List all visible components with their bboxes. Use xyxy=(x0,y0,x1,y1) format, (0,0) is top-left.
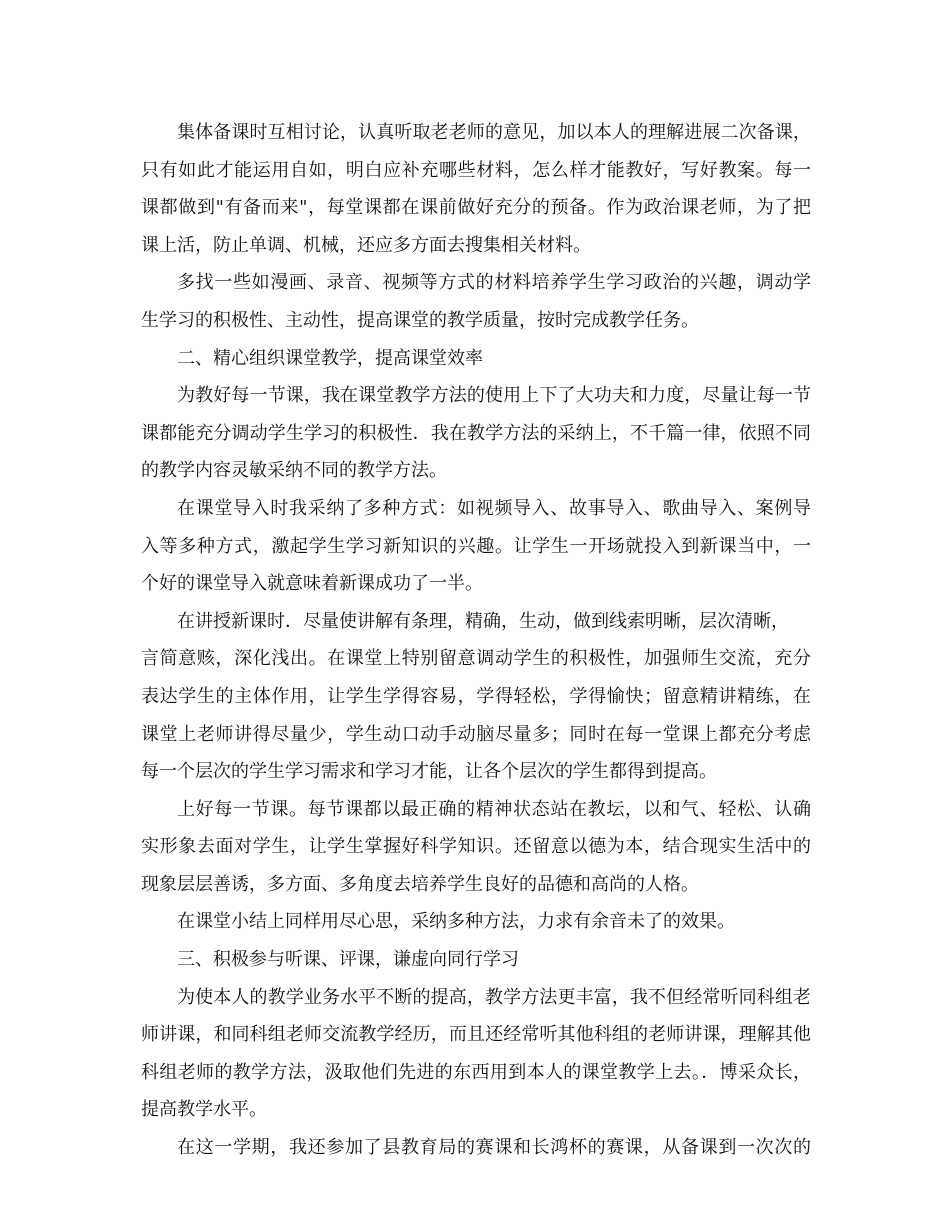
text-line: 个好的课堂导入就意味着新课成功了一半。 xyxy=(141,573,483,595)
text-line: 实形象去面对学生，让学生掌握好科学知识。还留意以德为本，结合现实生活中的 xyxy=(141,836,811,858)
text-line: 集体备课时互相讨论，认真听取老老师的意见，加以本人的理解进展二次备课， xyxy=(177,122,811,143)
text-line: 提高教学水平。 xyxy=(141,1099,267,1121)
text-line: 入等多种方式，激起学生学习新知识的兴趣。让学生一开场就投入到新课当中，一 xyxy=(141,535,811,557)
text-line: 在课堂导入时我采纳了多种方式：如视频导入、故事导入、歌曲导入、案例导 xyxy=(177,497,811,519)
text-line: 只有如此才能运用自如，明白应补充哪些材料，怎么样才能教好，写好教案。每一 xyxy=(141,159,811,181)
text-line: 在这一学期，我还参加了县教育局的赛课和长鸿杯的赛课，从备课到一次次的 xyxy=(177,1137,811,1159)
text-line: 为使本人的教学业务水平不断的提高，教学方法更丰富，我不但经常听同科组老 xyxy=(177,986,811,1008)
section-heading: 三、积极参与听课、评课，谦虚向同行学习 xyxy=(177,949,519,971)
text-line: 为教好每一节课，我在课堂教学方法的使用上下了大功夫和力度，尽量让每一节 xyxy=(177,385,811,407)
text-line: 课上活，防止单调、机械，还应多方面去搜集相关材料。 xyxy=(141,234,591,256)
text-line: 生学习的积极性、主动性，提高课堂的教学质量，按时完成教学任务。 xyxy=(141,309,699,331)
document-body xyxy=(141,114,811,1167)
text-line: 言简意赅，深化浅出。在课堂上特别留意调动学生的积极性，加强师生交流，充分 xyxy=(141,648,811,670)
text-line: 科组老师的教学方法，汲取他们先进的东西用到本人的课堂教学上去。．博采众长， xyxy=(141,1061,811,1083)
text-line: 上好每一节课。每节课都以最正确的精神状态站在教坛，以和气、轻松、认确 xyxy=(177,798,811,820)
text-line: 师讲课，和同科组老师交流教学经历，而且还经常听其他科组的老师讲课，理解其他 xyxy=(141,1024,811,1046)
text-line: 的教学内容灵敏采纳不同的教学方法。 xyxy=(141,460,447,482)
text-line: 在课堂小结上同样用尽心思，采纳多种方法，力求有余音未了的效果。 xyxy=(177,911,735,933)
text-line: 在讲授新课时．尽量使讲解有条理，精确，生动，做到线索明晰，层次清晰， xyxy=(177,610,789,632)
section-heading: 二、精心组织课堂教学，提高课堂效率 xyxy=(177,347,483,369)
text-line: 课堂上老师讲得尽量少，学生动口动手动脑尽量多；同时在每一堂课上都充分考虑 xyxy=(141,723,811,745)
text-line: 现象层层善诱，多方面、多角度去培养学生良好的品德和高尚的人格。 xyxy=(141,873,699,895)
text-line: 课都能充分调动学生学习的积极性．我在教学方法的采纳上，不千篇一律，依照不同 xyxy=(141,422,811,444)
text-line: 表达学生的主体作用，让学生学得容易，学得轻松，学得愉快；留意精讲精练，在 xyxy=(141,685,811,707)
text-line: 多找一些如漫画、录音、视频等方式的材料培养学生学习政治的兴趣，调动学 xyxy=(177,272,811,294)
text-line: 课都做到"有备而来"，每堂课都在课前做好充分的预备。作为政治课老师，为了把 xyxy=(141,197,811,219)
text-line: 每一个层次的学生学习需求和学习才能，让各个层次的学生都得到提高。 xyxy=(141,761,717,783)
